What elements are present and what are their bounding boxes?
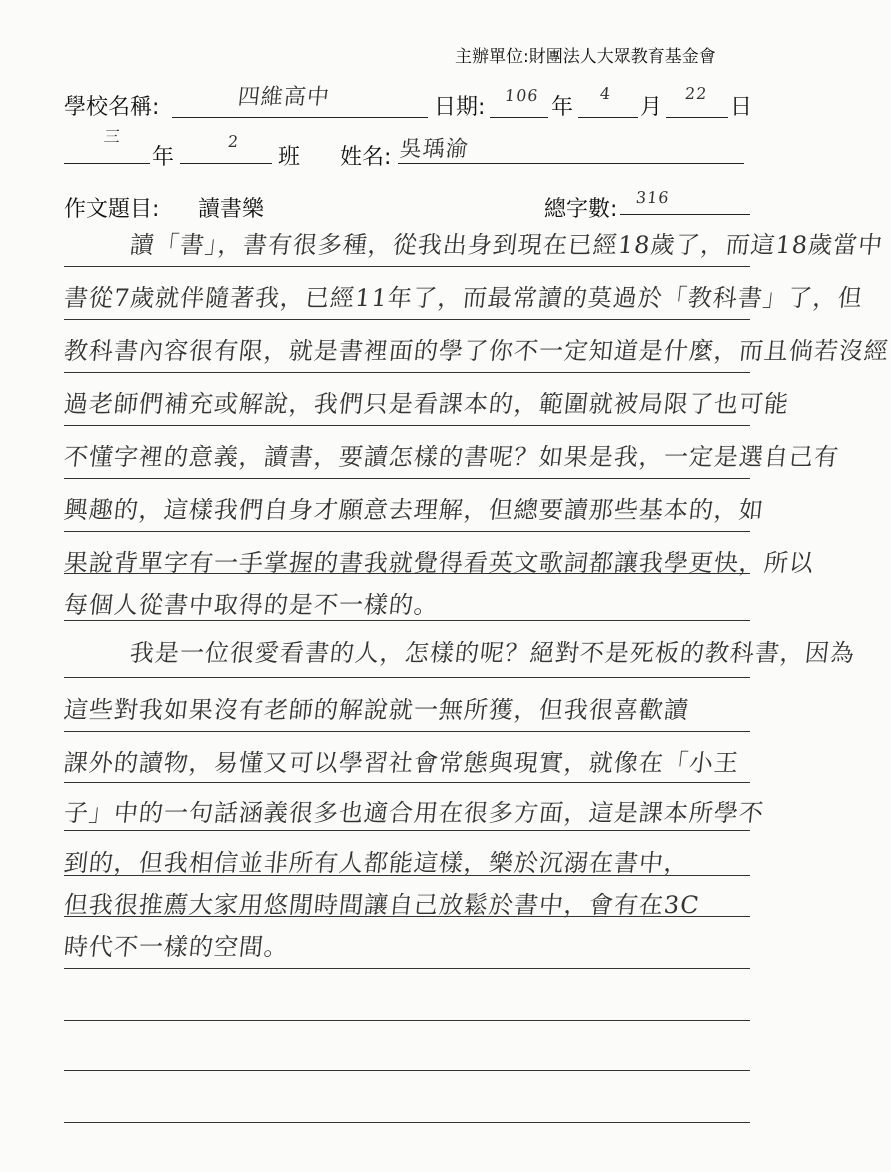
ruled-line — [64, 266, 750, 267]
ruled-line — [64, 968, 750, 969]
essay-line: 課外的讀物，易懂又可以學習社會常態與現實，就像在「小王 — [62, 749, 741, 777]
topic-label: 作文題目: — [64, 197, 160, 222]
name-label: 姓名: — [340, 145, 392, 170]
topic-value: 讀書樂 — [198, 197, 265, 222]
class-underline — [180, 163, 272, 164]
ruled-line — [64, 573, 750, 574]
date-day-label: 日 — [730, 95, 753, 120]
essay-line: 時代不一樣的空間。 — [62, 933, 291, 961]
ruled-line — [64, 1070, 750, 1071]
school-name-label: 學校名稱: — [64, 95, 160, 120]
grade-value: 三 — [102, 127, 122, 146]
ruled-line — [64, 1122, 750, 1123]
date-day-underline — [666, 117, 728, 118]
ruled-line — [64, 531, 750, 532]
ruled-line — [64, 677, 750, 678]
essay-line: 教科書內容很有限，就是書裡面的學了你不一定知道是什麼，而且倘若沒經 — [62, 337, 891, 365]
grade-label: 年 — [152, 145, 175, 170]
wordcount-underline — [620, 214, 750, 215]
ruled-line — [64, 830, 750, 831]
date-year-underline — [490, 117, 548, 118]
organizer-header: 主辦單位:財團法人大眾教育基金會 — [455, 47, 716, 67]
school-name-value: 四維高中 — [236, 85, 332, 110]
name-value: 吳瑀渝 — [398, 137, 471, 162]
date-month-value: 4 — [599, 84, 613, 103]
grade-underline — [64, 163, 150, 164]
wordcount-label: 總字數: — [544, 197, 618, 222]
essay-line: 不懂字裡的意義，讀書，要讀怎樣的書呢？如果是我，一定是選自己有 — [62, 443, 841, 471]
essay-line: 讀「書」，書有很多種，從我出身到現在已經18歲了，而這18歲當中 — [128, 231, 885, 259]
date-month-underline — [578, 117, 638, 118]
ruled-line — [64, 782, 750, 783]
ruled-line — [64, 875, 750, 876]
ruled-line — [64, 620, 750, 621]
class-value: 2 — [227, 132, 241, 151]
essay-line: 果說背單字有一手掌握的書我就覺得看英文歌詞都讓我學更快，所以 — [62, 549, 816, 577]
ruled-line — [64, 478, 750, 479]
date-year-label: 年 — [551, 95, 574, 120]
date-label: 日期: — [434, 95, 486, 120]
essay-line: 到的，但我相信並非所有人都能這樣，樂於沉溺在書中， — [62, 849, 691, 877]
wordcount-value: 316 — [635, 188, 671, 207]
ruled-line — [64, 425, 750, 426]
ruled-line — [64, 916, 750, 917]
essay-line: 過老師們補充或解說，我們只是看課本的，範圍就被局限了也可能 — [62, 390, 791, 418]
school-name-underline — [172, 117, 428, 118]
ruled-line — [64, 319, 750, 320]
date-year-value: 106 — [504, 86, 540, 105]
class-label: 班 — [278, 145, 301, 170]
date-day-value: 22 — [684, 84, 709, 103]
essay-line: 興趣的，這樣我們自身才願意去理解，但總要讀那些基本的，如 — [62, 496, 766, 524]
name-underline — [398, 163, 744, 164]
ruled-line — [64, 731, 750, 732]
essay-line: 子」中的一句話涵義很多也適合用在很多方面，這是課本所學不 — [62, 799, 766, 827]
ruled-line — [64, 1020, 750, 1021]
ruled-line — [64, 372, 750, 373]
essay-line: 但我很推薦大家用悠閒時間讓自己放鬆於書中，會有在3C — [62, 891, 702, 919]
essay-line: 每個人從書中取得的是不一樣的。 — [62, 591, 441, 619]
date-month-label: 月 — [640, 95, 663, 120]
essay-line: 這些對我如果沒有老師的解說就一無所獲，但我很喜歡讀 — [62, 696, 691, 724]
essay-line: 書從7歲就伴隨著我，已經11年了，而最常讀的莫過於「教科書」了，但 — [62, 284, 865, 312]
essay-line: 我是一位很愛看書的人，怎樣的呢？絕對不是死板的教科書，因為 — [128, 639, 857, 667]
